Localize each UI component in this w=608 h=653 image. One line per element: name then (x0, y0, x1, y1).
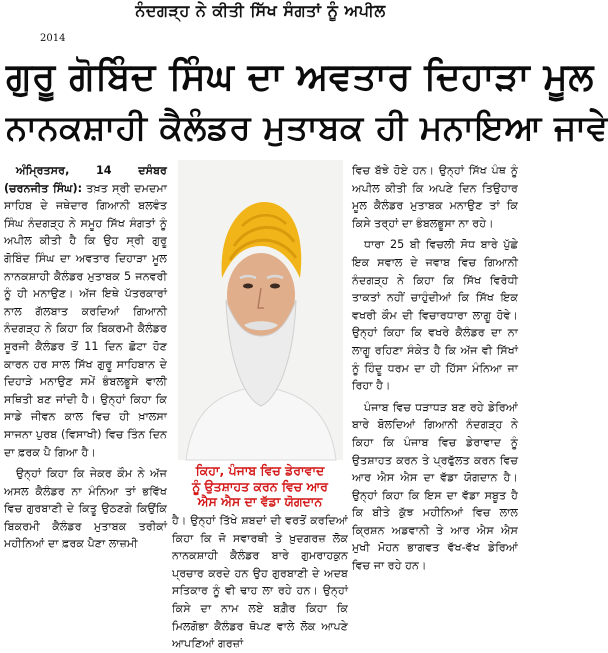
dateline: ਅੰਮ੍ਰਿਤਸਰ, 14 ਦਸੰਬਰ (ਚਰਨਜੀਤ ਸਿੰਘ): (4, 164, 167, 195)
article-column-left (4, 162, 167, 612)
article-column-right (352, 162, 518, 612)
headline-line-1: ਗੁਰੂ ਗੋਬਿੰਦ ਸਿੰਘ ਦਾ ਅਵਤਾਰ ਦਿਹਾੜਾ ਮੂਲ (6, 55, 594, 98)
pullquote-line: ਐਸ ਐਸ ਦਾ ਵੱਡਾ ਯੋਗਦਾਨ (197, 494, 323, 509)
paragraph: ਵਿਚ ਬੱਝੇ ਹੋਏ ਹਨ। ਉਨ੍ਹਾਂ ਸਿੱਖ ਪੰਥ ਨੂੰ ਅਪੀਲ ਕੀਤੀ ਕਿ ਅਪਣੇ ਦਿਨ ਤਿਉਹਾਰ ਮੂਲ ਕੈਲੰਡਰ ਮੁਤਾਬਕ ਮਨਾਉਣ ਤਾਂ ਕਿ ਕਿਸੇ ਤਰ੍ਹਾਂ ਦਾ ਭੰਬਲਭੂਸਾ ਨਾ ਰਹੇ। (352, 164, 518, 230)
pullquote-line: ਨੂੰ ਉਤਸ਼ਾਹਤ ਕਰਨ ਵਿਚ ਆਰ (192, 478, 328, 494)
paragraph: ਤਖ਼ਤ ਸ੍ਰੀ ਦਮਦਮਾ ਸਾਹਿਬ ਦੇ ਜਥੇਦਾਰ ਗਿਆਨੀ ਬਲਵੰਤ ਸਿੰਘ ਨੰਦਗੜ੍ਹ ਨੇ ਸਮੂਹ ਸਿੱਖ ਸੰਗਤਾਂ ਨੂੰ ਅਪੀਲ ਕੀਤੀ ਹੈ ਕਿ ਉਹ ਸ੍ਰੀ ਗੁਰੂ ਗੋਬਿੰਦ ਸਿੰਘ ਦਾ ਅਵਤਾਰ ਦਿਹਾੜਾ ਮੂਲ ਨਾਨਕਸ਼ਾਹੀ ਕੈਲੰਡਰ ਮੁਤਾਬਕ 5 ਜਨਵਰੀ ਨੂੰ ਹੀ ਮਨਾਉਣ। ਅੱਜ ਇਥੇ ਪੱਤਰਕਾਰਾਂ ਨਾਲ ਗੱਲਬਾਤ ਕਰਦਿਆਂ ਗਿਆਨੀ ਨੰਦਗੜ੍ਹ ਨੇ ਕਿਹਾ ਕਿ ਬਿਕਰਮੀ ਕੈਲੰਡਰ ਸੂਰਜੀ ਕੈਲੰਡਰ ਤੋਂ 11 ਦਿਨ ਛੋਟਾ ਹੋਣ ਕਾਰਨ ਹਰ ਸਾਲ ਸਿੱਖ ਗੁਰੂ ਸਾਹਿਬਾਨ ਦੇ ਦਿਹਾੜੇ ਮਨਾਉਣ ਸਮੇਂ ਭੰਬਲਭੂਸੇ ਵਾਲੀ ਸਥਿਤੀ ਬਣ ਜਾਂਦੀ ਹੈ। ਉਨ੍ਹਾਂ ਕਿਹਾ ਕਿ ਸਾਡੇ ਜੀਵਨ ਕਾਲ ਵਿਚ ਹੀ ਖ਼ਾਲਸਾ ਸਾਜਨਾ ਪੁਰਬ (ਵਿਸਾਖੀ) ਵਿਚ ਤਿੰਨ ਦਿਨ ਦਾ ਫ਼ਰਕ ਪੈ ਗਿਆ ਹੈ। (4, 181, 167, 459)
portrait-illustration (178, 160, 343, 460)
paragraph: ਧਾਰਾ 25 ਬੀ ਵਿਚਲੀ ਸੋਧ ਬਾਰੇ ਪੁੱਛੇ ਇਕ ਸਵਾਲ ਦੇ ਜਵਾਬ ਵਿਚ ਗਿਆਨੀ ਨੰਦਗੜ੍ਹ ਨੇ ਕਿਹਾ ਕਿ ਸਿੱਖ ਵਿਰੋਧੀ ਤਾਕਤਾਂ ਨਹੀਂ ਚਾਹੁੰਦੀਆਂ ਕਿ ਸਿੱਖ ਇਕ ਵਖਰੀ ਕੌਮ ਦੀ ਵਿਚਾਰਧਾਰਾ ਲਾਗੂ ਹੋਵੇ। ਉਨ੍ਹਾਂ ਕਿਹਾ ਕਿ ਵਖਰੇ ਕੈਲੰਡਰ ਦਾ ਨਾ ਲਾਗੂ ਰਹਿਣਾ ਸੰਕੇਤ ਹੈ ਕਿ ਅੱਜ ਵੀ ਸਿੱਖਾਂ ਨੂੰ ਹਿੰਦੂ ਧਰਮ ਦਾ ਹੀ ਹਿੱਸਾ ਮੰਨਿਆ ਜਾ ਰਿਹਾ ਹੈ। (352, 238, 518, 393)
headline-line-2: ਨਾਨਕਸ਼ਾਹੀ ਕੈਲੰਡਰ ਮੁਤਾਬਕ ਹੀ ਮਨਾਇਆ ਜਾਵੇ (6, 108, 608, 148)
pullquote-line: ਕਿਹਾ, ਪੰਜਾਬ ਵਿਚ ਡੇਰਾਵਾਦ (195, 463, 325, 478)
kicker: ਨੰਦਗੜ੍ਹ ਨੇ ਕੀਤੀ ਸਿੱਖ ਸੰਗਤਾਂ ਨੂੰ ਅਪੀਲ (135, 1, 386, 20)
paragraph: ਉਨ੍ਹਾਂ ਕਿਹਾ ਕਿ ਜੇਕਰ ਕੌਮ ਨੇ ਅੱਜ ਅਸਲ ਕੈਲੰਡਰ ਨਾ ਮੰਨਿਆ ਤਾਂ ਭਵਿੱਖ ਵਿਚ ਗੁਰਬਾਣੀ ਦੇ ਕਿਤੂ ਉਠਣਗੇ ਕਿਉਂਕਿ ਬਿਕਰਮੀ ਕੈਲੰਡਰ ਮੁਤਾਬਕ ਤਰੀਕਾਂ ਮਹੀਨਿਆਂ ਦਾ ਫ਼ਰਕ ਪੈਣਾ ਲਾਜ਼ਮੀ (4, 467, 167, 551)
paragraph: ਹੈ। ਉਨ੍ਹਾਂ ਤਿੱਖੇ ਸ਼ਬਦਾਂ ਦੀ ਵਰਤੋਂ ਕਰਦਿਆਂ ਕਿਹਾ ਕਿ ਜੋ ਸਵਾਰਥੀ ਤੇ ਖ਼ੁਦਗਰਜ਼ ਲੋਕ ਨਾਨਕਸ਼ਾਹੀ ਕੈਲੰਡਰ ਬਾਰੇ ਗੁਮਰਾਹਕੁਨ ਪ੍ਰਚਾਰ ਕਰਦੇ ਹਨ ਉਹ ਗੁਰਬਾਣੀ ਦੇ ਅਦਬ ਸਤਿਕਾਰ ਨੂੰ ਵੀ ਢਾਹ ਲਾ ਰਹੇ ਹਨ। ਉਨ੍ਹਾਂ ਕਿਸੇ ਦਾ ਨਾਮ ਲਏ ਬਗ਼ੈਰ ਕਿਹਾ ਕਿ ਮਿਲਗੋਭਾ ਕੈਲੰਡਰ ਥੋਪਣ ਵਾਲੇ ਲੋਕ ਆਪਣੇ ਆਪਣਿਆਂ ਗਰਜ਼ਾਂ (172, 514, 348, 651)
portrait-photo (178, 160, 343, 460)
article-column-middle (172, 512, 348, 651)
pullquote (172, 463, 348, 509)
paragraph: ਪੰਜਾਬ ਵਿਚ ਧੜਾਧੜ ਬਣ ਰਹੇ ਡੇਰਿਆਂ ਬਾਰੇ ਬੋਲਦਿਆਂ ਗਿਆਨੀ ਨੰਦਗੜ੍ਹ ਨੇ ਕਿਹਾ ਕਿ ਪੰਜਾਬ ਵਿਚ ਡੇਰਾਵਾਦ ਨੂੰ ਉਤਸ਼ਾਹਤ ਕਰਨ ਤੇ ਪ੍ਰਫੁੱਲਤ ਕਰਨ ਵਿਚ ਆਰ ਐਸ ਐਸ ਦਾ ਵੱਡਾ ਯੋਗਦਾਨ ਹੈ। ਉਨ੍ਹਾਂ ਕਿਹਾ ਕਿ ਇਸ ਦਾ ਵੱਡਾ ਸਬੂਤ ਹੈ ਕਿ ਬੀਤੇ ਕੁੱਝ ਮਹੀਨਿਆਂ ਵਿਚ ਲਾਲ ਕ੍ਰਿਸ਼ਨ ਅਡਵਾਨੀ ਤੇ ਆਰ ਐਸ ਐਸ ਮੁਖੀ ਮੋਹਨ ਭਾਗਵਤ ਵੱਖ-ਵੱਖ ਡੇਰਿਆਂ ਵਿਚ ਜਾ ਰਹੇ ਹਨ। (352, 400, 518, 573)
year-label: 2014 (40, 33, 66, 44)
